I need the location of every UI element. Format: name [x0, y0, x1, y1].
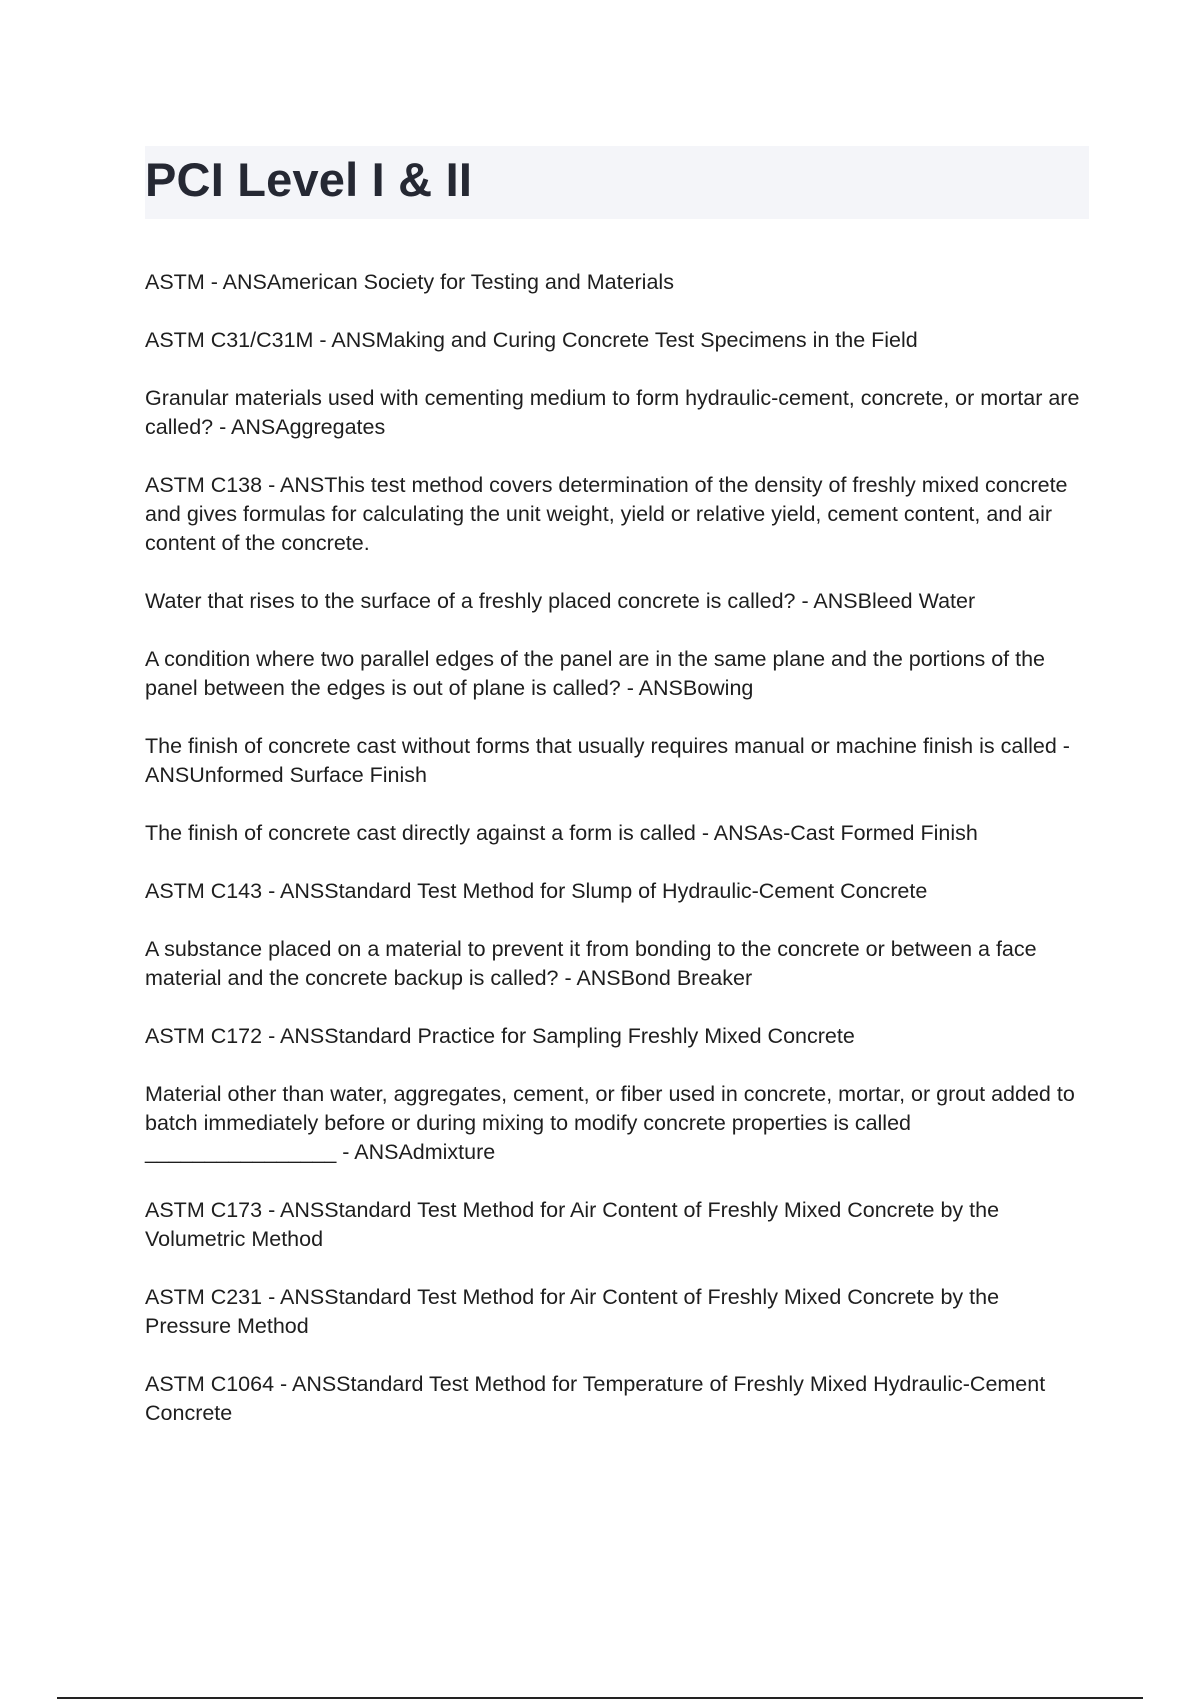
- qa-item: ASTM C1064 - ANSStandard Test Method for Temperature of Freshly Mixed Hydraulic-Cement Concrete: [145, 1372, 1052, 1425]
- qa-item: ASTM C31/C31M - ANSMaking and Curing Concrete Test Specimens in the Field: [145, 328, 918, 352]
- qa-list: [145, 268, 1089, 1457]
- qa-item: Water that rises to the surface of a freshly placed concrete is called? - ANSBleed Water: [145, 589, 976, 613]
- qa-item: ASTM C138 - ANSThis test method covers determination of the density of freshly mixed concrete and gives formulas for calculating the unit weight, yield or relative yield, cement content, and air content of the concrete.: [145, 473, 1074, 555]
- qa-item: ASTM C172 - ANSStandard Practice for Sampling Freshly Mixed Concrete: [145, 1024, 855, 1048]
- qa-item: A condition where two parallel edges of the panel are in the same plane and the portions of the panel between the edges is out of plane is called? - ANSBowing: [145, 647, 1052, 700]
- page-title: PCI Level I & II: [145, 153, 473, 206]
- qa-item: ASTM - ANSAmerican Society for Testing and Materials: [145, 270, 674, 294]
- qa-item: Granular materials used with cementing medium to form hydraulic-cement, concrete, or mortar are called? - ANSAggregates: [145, 386, 1086, 439]
- qa-item: ASTM C231 - ANSStandard Test Method for Air Content of Freshly Mixed Concrete by the Pressure Method: [145, 1285, 1006, 1338]
- qa-item: ASTM C143 - ANSStandard Test Method for Slump of Hydraulic-Cement Concrete: [145, 879, 928, 903]
- qa-item: Material other than water, aggregates, cement, or fiber used in concrete, mortar, or grout added to batch immediately before or during mixing to modify concrete properties is called ________________ - ANSAdmixture: [145, 1082, 1081, 1164]
- qa-item: A substance placed on a material to prevent it from bonding to the concrete or between a face material and the concrete backup is called? - ANSBond Breaker: [145, 937, 1043, 990]
- qa-item: The finish of concrete cast directly against a form is called - ANSAs-Cast Formed Finish: [145, 821, 978, 845]
- qa-item: The finish of concrete cast without forms that usually requires manual or machine finish is called - ANSUnformed Surface Finish: [145, 734, 1075, 787]
- qa-item: ASTM C173 - ANSStandard Test Method for Air Content of Freshly Mixed Concrete by the Volumetric Method: [145, 1198, 1006, 1251]
- footer-divider: [57, 1697, 1143, 1699]
